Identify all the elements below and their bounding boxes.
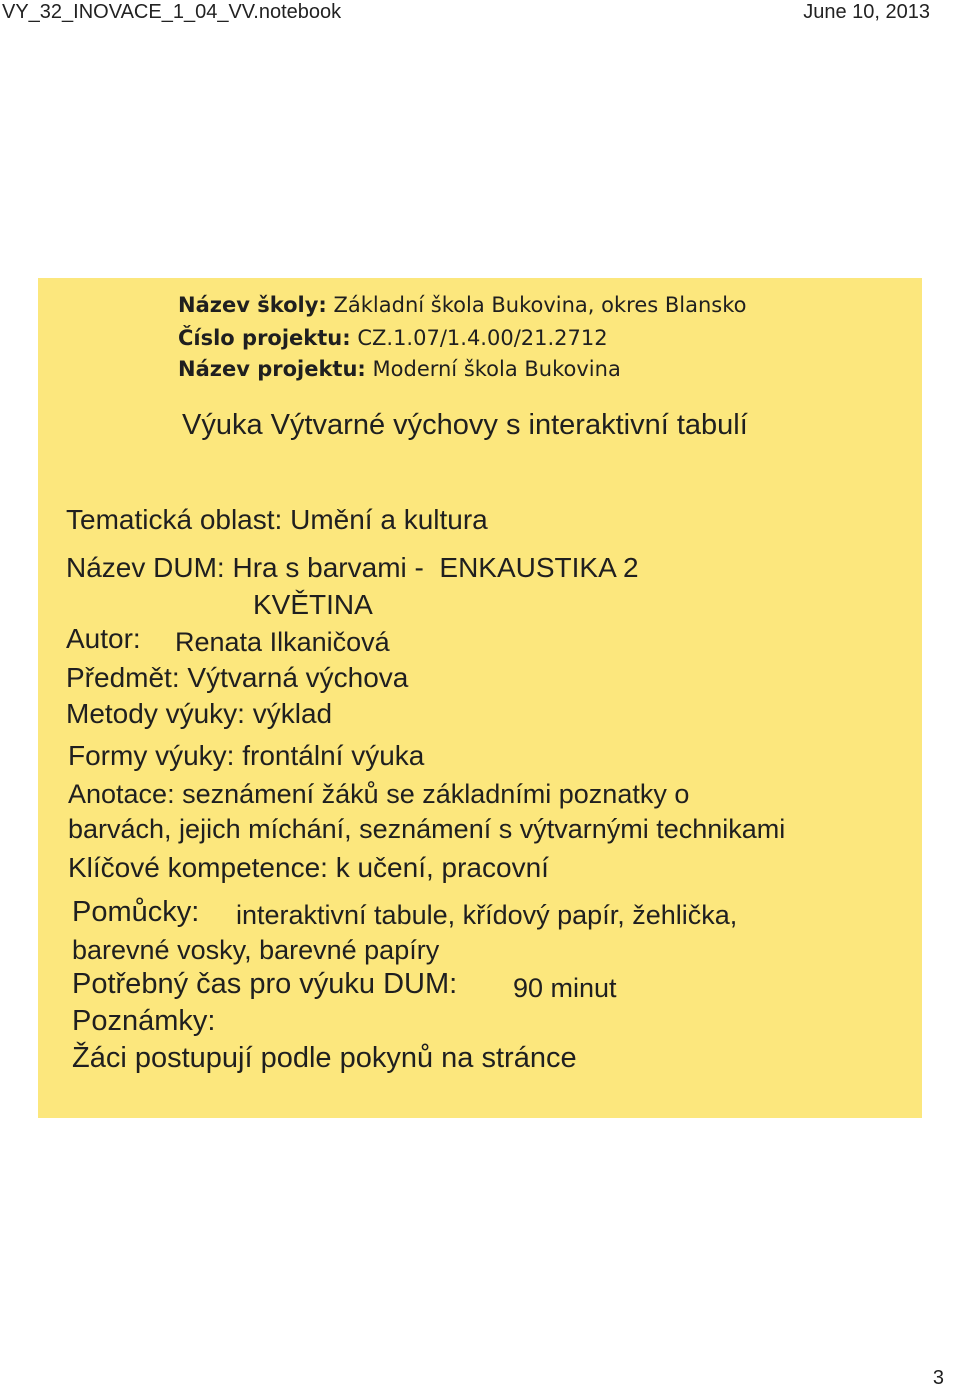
theme-value: Umění a kultura: [290, 504, 488, 535]
theme-label: Tematická oblast:: [66, 504, 283, 535]
school-name-label: Název školy:: [178, 293, 327, 317]
document-filename: VY_32_INOVACE_1_04_VV.notebook: [2, 1, 342, 23]
project-name-label: Název projektu:: [178, 357, 366, 381]
competence-value: k učení, pracovní: [335, 852, 549, 883]
forms-value: frontální výuka: [242, 740, 425, 771]
project-name-line: [178, 357, 621, 381]
methods-label: Metody výuky:: [66, 698, 245, 729]
notes-label: Poznámky:: [72, 1005, 216, 1037]
project-name-value: Moderní škola Bukovina: [372, 357, 621, 381]
subject-value: Výtvarná výchova: [187, 662, 409, 693]
page-title: Výuka Výtvarné výchovy s interaktivní tabulí: [182, 409, 748, 441]
project-number-value: CZ.1.07/1.4.00/21.2712: [357, 326, 608, 350]
dum-line: [66, 552, 639, 584]
subject-line: [66, 662, 408, 694]
author-label: Autor:: [66, 623, 141, 654]
time-label: Potřebný čas pro výuku DUM:: [72, 968, 458, 1000]
methods-value: výklad: [252, 698, 333, 729]
annotation-label: Anotace:: [68, 779, 175, 809]
project-number-line: [178, 326, 608, 350]
aids-value-line1: interaktivní tabule, křídový papír, žehlička,: [236, 900, 738, 930]
competence-label: Klíčové kompetence:: [68, 852, 328, 883]
page-number: 3: [932, 1367, 944, 1389]
annotation-value-line2: barvách, jejich míchání, seznámení s výtvarnými technikami: [68, 814, 786, 844]
annotation-line: [68, 778, 689, 810]
dum-value-line2: KVĚTINA: [253, 589, 373, 620]
competence-line: [68, 852, 549, 884]
dum-label: Název DUM:: [66, 552, 225, 583]
annotation-value-line1: seznámení žáků se základními poznatky o: [182, 779, 690, 809]
project-number-label: Číslo projektu:: [178, 326, 351, 350]
subject-label: Předmět:: [66, 662, 180, 693]
notes-value: Žáci postupují podle pokynů na stránce: [72, 1042, 577, 1074]
aids-value-line2: barevné vosky, barevné papíry: [72, 935, 440, 965]
forms-label: Formy výuky:: [68, 740, 235, 771]
aids-label: Pomůcky:: [72, 896, 200, 928]
author-value: Renata Ilkaničová: [175, 627, 390, 657]
school-name-value: Základní škola Bukovina, okres Blansko: [333, 293, 747, 317]
theme-line: [66, 504, 488, 536]
school-name-line: [178, 293, 746, 317]
time-value: 90 minut: [513, 973, 617, 1003]
forms-line: [68, 740, 424, 772]
dum-value: Hra s barvami - ENKAUSTIKA 2: [232, 552, 639, 583]
document-date: June 10, 2013: [803, 1, 930, 23]
methods-line: [66, 698, 332, 730]
